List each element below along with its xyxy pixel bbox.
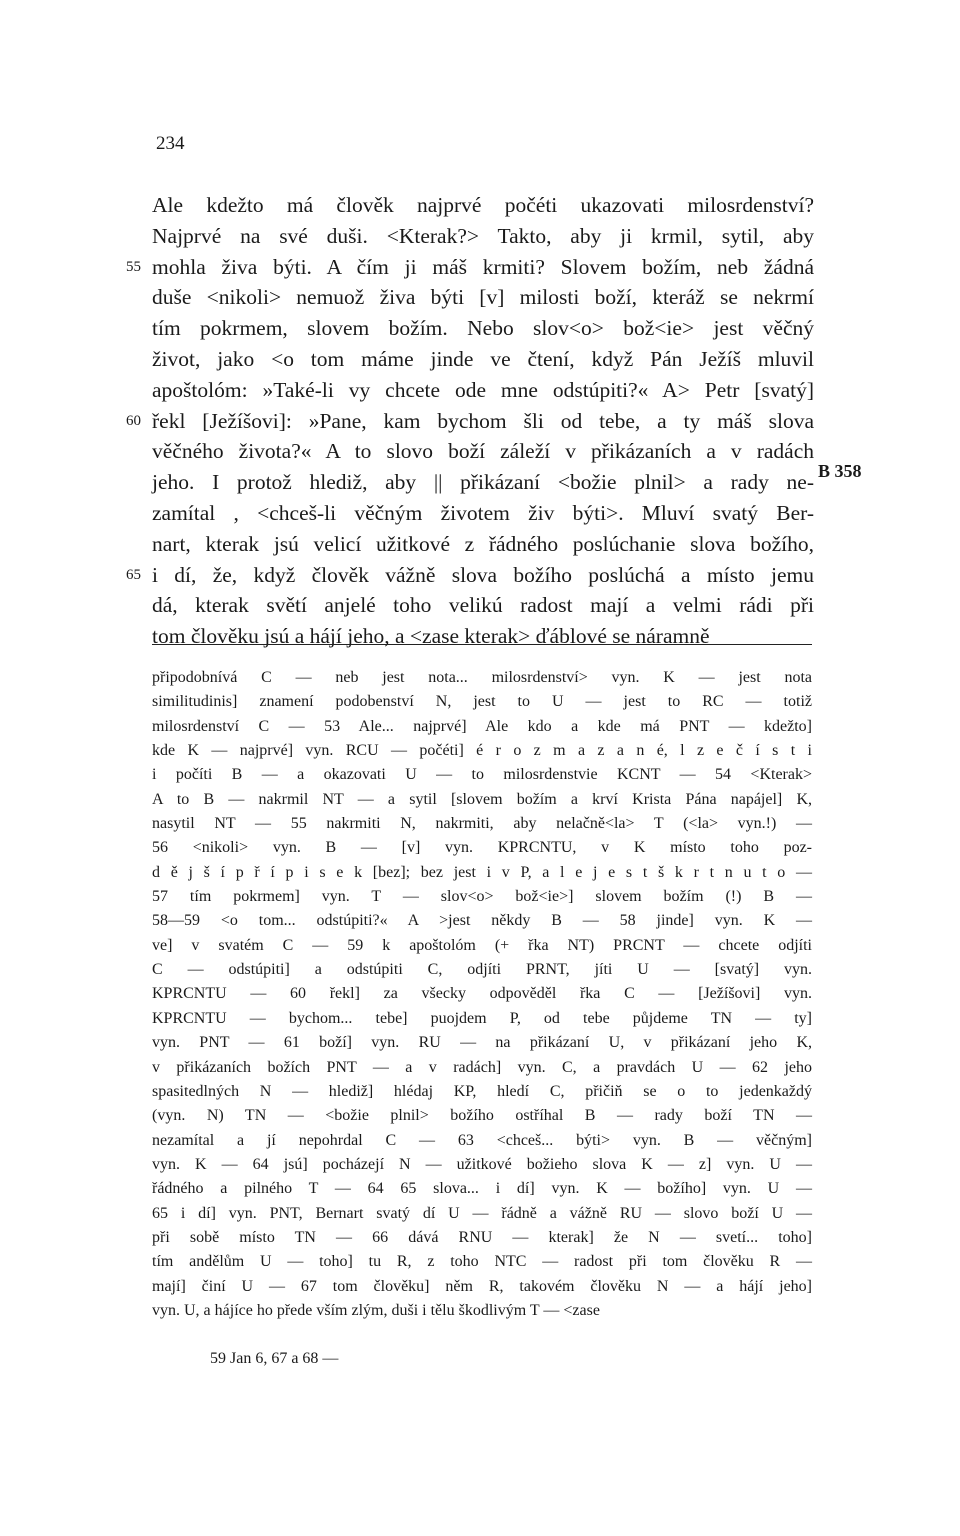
note-line: řádného a pilného T — 64 65 slova... i dí] vyn. K — božího] vyn. U — — [152, 1180, 812, 1198]
main-text-line — [152, 498, 814, 529]
note-line: 65 i dí] vyn. PNT, Bernart svatý dí U — řádně a vážně RU — slovo boží U — — [152, 1204, 812, 1222]
note-line: A to B — nakrmil NT — a sytil [slovem božím a krví Krista Pána napájel] K, — [152, 790, 812, 808]
main-text-content: nart, kterak jsú velicí užitkové z řádného poslúchanie slova božího, — [152, 531, 814, 556]
main-text-line — [152, 190, 814, 221]
main-text-line — [126, 252, 814, 283]
main-text-line — [152, 529, 814, 560]
main-text-line — [152, 344, 814, 375]
main-text-line — [152, 313, 814, 344]
main-text-content: Ale kdežto má člověk najprvé počéti ukazovati milosrdenství? — [152, 193, 814, 217]
main-text-line — [152, 436, 814, 467]
main-text — [126, 190, 814, 652]
note-line: připodobnívá C — neb jest nota... milosrdenství> vyn. K — jest nota — [152, 669, 812, 686]
note-line: vyn. K — 64 jsú] pocházejí N — užitkové božieho slova K — z] vyn. U — — [152, 1155, 812, 1173]
main-text-content: řekl [Ježíšovi]: »Pane, kam bychom šli od tebe, a ty máš slova — [152, 408, 814, 433]
note-line: KPRCNTU — 60 řekl] za všecky odpověděl řka C — [Ježíšovi] vyn. — [152, 985, 812, 1003]
main-text-content: apoštolóm: »Také-li vy chcete ode mne odstúpiti?« A> Petr [svatý] — [152, 377, 814, 402]
note-line: similitudinis] znamení podobenství N, jest to U — jest to RC — totiž — [152, 693, 812, 711]
main-text-content: i dí, že, když člověk vážně slova božího poslúchá a místo jemu — [152, 562, 814, 587]
footnote-divider — [152, 644, 812, 645]
main-text-content: věčného života?« A to slovo boží záleží v přikázaních a v radách — [152, 439, 814, 464]
note-line: 58—59 <o tom... odstúpiti?« A >jest někdy B — 58 jinde] vyn. K — — [152, 912, 812, 930]
critical-apparatus — [152, 666, 812, 1323]
note-line: vyn. PNT — 61 boží] vyn. RU — na přikázaní U, v přikázaní jeho K, — [152, 1034, 812, 1052]
note-line: d ě j š í p ř í p i s e k [bez]; bez jest i v P, a l e j e s t š k r t n u t o — — [152, 863, 812, 881]
main-text-content: mohla živa býti. A čím ji máš krmiti? Slovem božím, neb žádná — [152, 254, 814, 279]
main-text-line — [152, 621, 814, 652]
main-text-content: duše <nikoli> nemuož živa býti [v] milosti boží, kteráž se nekrmí — [152, 285, 814, 310]
main-text-content: tom člověku jsú a hájí jeho, a <zase kterak> ďáblové se náramně — [152, 624, 710, 649]
note-line: KPRCNTU — bychom... tebe] puojdem P, od tebe půjdeme TN — ty] — [152, 1009, 812, 1027]
bottom-note: 59 Jan 6, 67 a 68 — — [210, 1350, 339, 1367]
note-line: 56 <nikoli> vyn. B — [v] vyn. KPRCNTU, v K místo toho poz- — [152, 839, 812, 857]
main-text-content: zamítal , <chceš-li věčným životem živ býti>. Mluví svatý Ber- — [152, 500, 814, 525]
note-line: v přikázaních božích PNT — a v radách] vyn. C, a pravdách U — 62 jeho — [152, 1058, 812, 1076]
main-text-line — [152, 467, 814, 498]
main-text-content: dá, kterak světí anjelé toho velikú radost mají a velmi rádi při — [152, 593, 814, 618]
main-text-content: tím pokrmem, slovem božím. Nebo slov<o> bož<ie> jest věčný — [152, 316, 814, 341]
note-line: ve] v svatém C — 59 k apoštolóm (+ řka NT) PRCNT — chcete odjíti — [152, 936, 812, 954]
note-line: nasytil NT — 55 nakrmiti N, nakrmiti, aby nelačně<la> T (<la> vyn.!) — — [152, 815, 812, 833]
note-line: mají] činí U — 67 tom člověku] něm R, takovém člověku N — a hájí jeho] — [152, 1277, 812, 1295]
line-number: 65 — [126, 566, 141, 583]
note-line: milosrdenství C — 53 Ale... najprvé] Ale kdo a kde má PNT — kdežto] — [152, 717, 812, 735]
note-line: při sobě místo TN — 66 dává RNU — kterak] že N — svetí... toho] — [152, 1228, 812, 1246]
main-text-content: jeho. I protož hlediž, aby || přikázaní <božie plnil> a rady ne- — [152, 470, 814, 495]
note-line: C — odstúpiti] a odstúpiti C, odjíti PRNT, jíti U — [svatý] vyn. — [152, 961, 812, 979]
main-text-content: Najprvé na své duši. <Kterak?> Takto, aby ji krmil, sytil, aby — [152, 223, 814, 248]
line-number: 55 — [126, 258, 141, 275]
main-text-line — [152, 282, 814, 313]
note-line: tím andělům U — toho] tu R, z toho NTC — radost při tom člověku R — — [152, 1253, 812, 1271]
main-text-line — [152, 221, 814, 252]
note-line: (vyn. N) TN — <božie plnil> božího ostříhal B — rady boží TN — — [152, 1107, 812, 1125]
note-line: kde K — najprvé] vyn. RCU — počéti] é r o z m a z a n é, l z e č í s t i — [152, 742, 812, 760]
page-number: 234 — [156, 133, 185, 154]
note-line: spasitedlných N — hlediž] hlédaj KP, hledí C, přičiň se o to jedenkaždý — [152, 1082, 812, 1100]
main-text-line — [126, 560, 814, 591]
line-number: 60 — [126, 412, 141, 429]
main-text-content: život, jako <o tom máme jinde ve čtení, když Pán Ježíš mluvil — [152, 346, 814, 371]
note-line: i počíti B — a okazovati U — to milosrdenstvie KCNT — 54 <Kterak> — [152, 766, 812, 784]
note-line: 57 tím pokrmem] vyn. T — slov<o> bož<ie>] slovem božím (!) B — — [152, 888, 812, 906]
main-text-line — [152, 590, 814, 621]
side-reference: B 358 — [818, 461, 862, 481]
note-line: vyn. U, a hájíce ho přede vším zlým, duši i tělu škodlivým T — <zase — [152, 1301, 600, 1319]
main-text-line — [152, 375, 814, 406]
note-line: nezamítal a jí nepohrdal C — 63 <chceš... býti> vyn. B — věčným] — [152, 1131, 812, 1149]
main-text-line — [126, 406, 814, 437]
